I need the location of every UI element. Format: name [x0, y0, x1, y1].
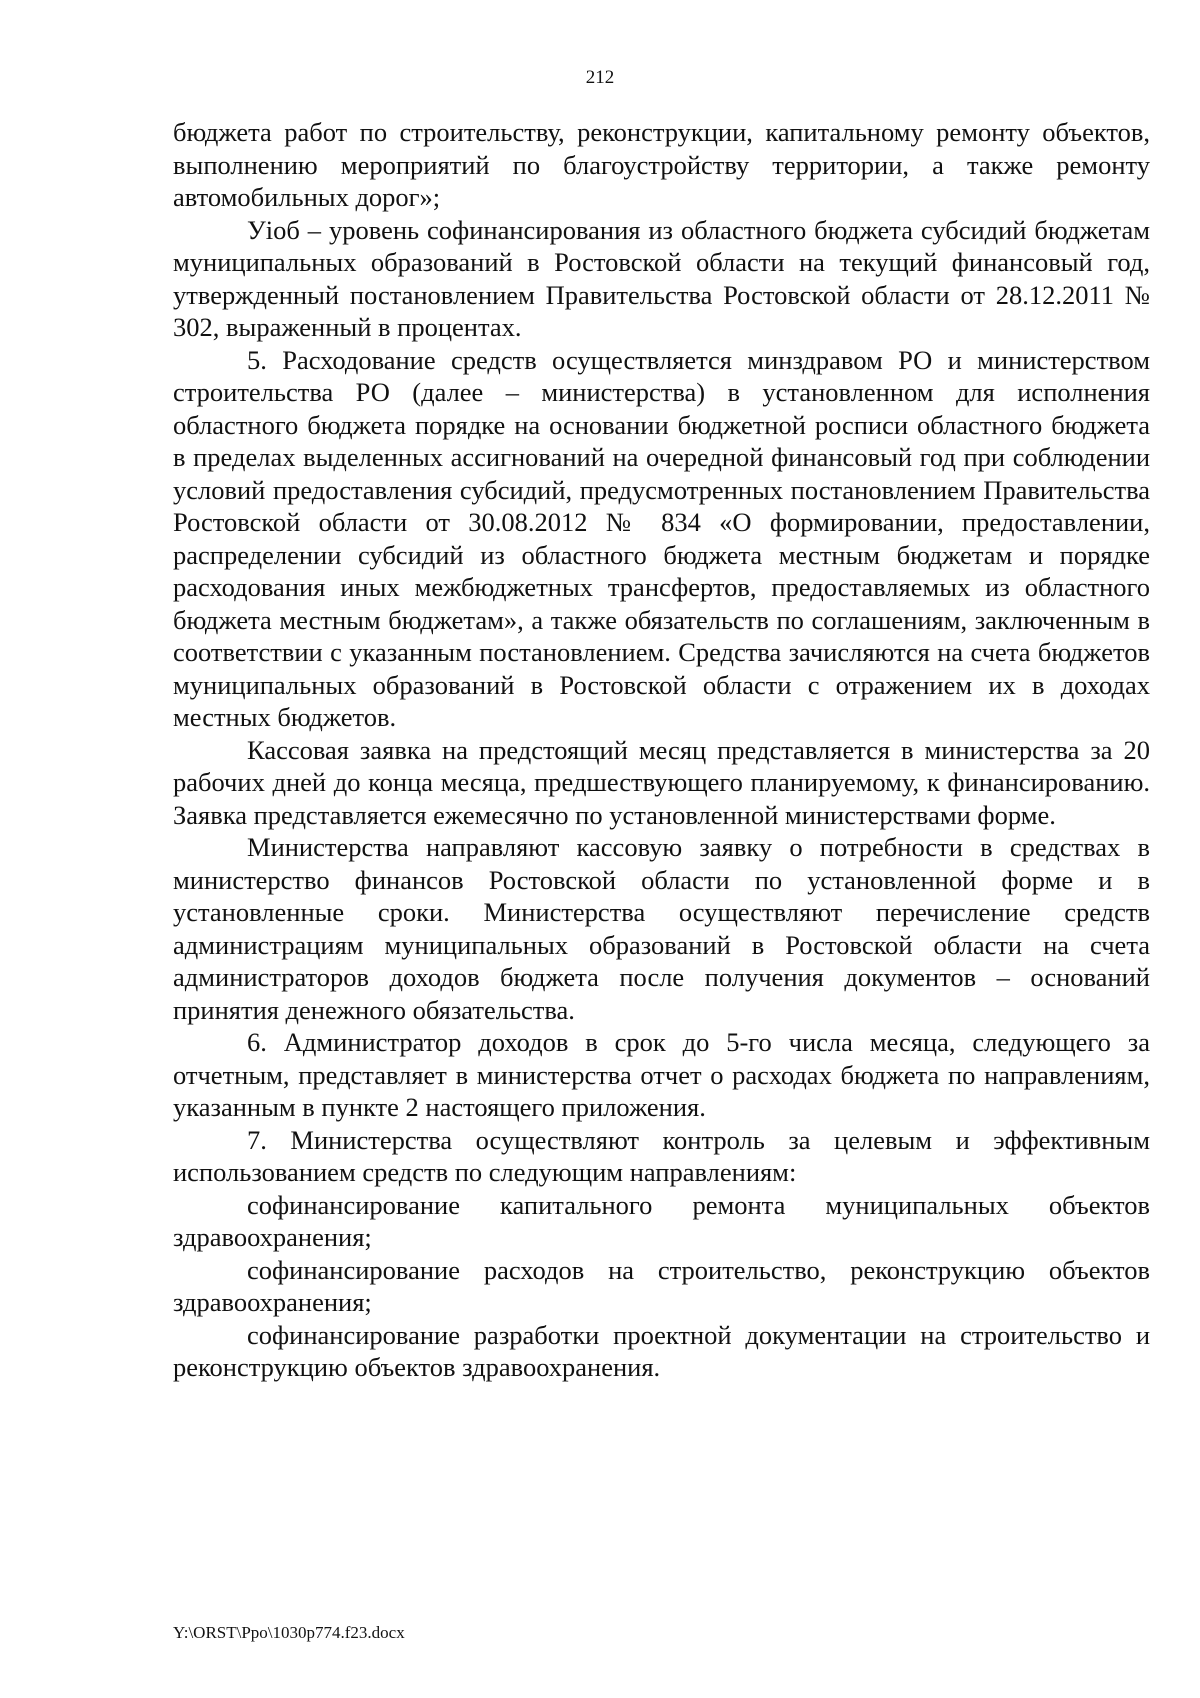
paragraph-10: софинансирование разработки проектной документации на строительство и реконструкцию объектов здравоохранения.: [173, 1319, 1150, 1382]
paragraph-5: Министерства направляют кассовую заявку о потребности в средствах в министерство финансов Ростовской области по установленной форме и в установленные сроки. Министерства осуществляют перечисление средств администрациям муниципальных образований в Ростовской области на счета администраторов доходов бюджета после получения документов – оснований принятия денежного обязательства.: [173, 832, 1150, 1025]
paragraph-9: софинансирование расходов на строительство, реконструкцию объектов здравоохранения;: [173, 1254, 1150, 1317]
paragraph-1: бюджета работ по строительству, реконструкции, капитальному ремонту объектов, выполнению мероприятий по благоустройству территории, а также ремонту автомобильных дорог»;: [173, 117, 1150, 212]
page-number: 212: [585, 67, 615, 88]
paragraph-3: 5. Расходование средств осуществляется минздравом РО и министерством строительства РО (далее – министерства) в установленном для исполнения областного бюджета порядке на основании бюджетной росписи областного бюджета в пределах выделенных ассигнований на очередной финансовый год при соблюдении условий предоставления субсидий, предусмотренных постановлением Правительства Ростовской области от 30.08.2012 № 834 «О формировании, предоставлении, распределении субсидий из областного бюджета местным бюджетам и порядке расходования иных межбюджетных трансфертов, предоставляемых из областного бюджета местным бюджетам», а также обязательств по соглашениям, заключенным в соответствии с указанным постановлением. Средства зачисляются на счета бюджетов муниципальных образований в Ростовской области с отражением их в доходах местных бюджетов.: [173, 344, 1150, 732]
paragraph-7: 7. Министерства осуществляют контроль за целевым и эффективным использованием средств по следующим направлениям:: [173, 1124, 1150, 1187]
paragraph-2: Уioб – уровень софинансирования из областного бюджета субсидий бюджетам муниципальных образований в Ростовской области на текущий финансовый год, утвержденный постановлением Правительства Ростовской области от 28.12.2011 № 302, выраженный в процентах.: [173, 214, 1150, 342]
document-body: [173, 116, 1150, 1384]
paragraph-4: Кассовая заявка на предстоящий месяц представляется в министерства за 20 рабочих дней до конца месяца, предшествующего планируемому, к финансированию. Заявка представляется ежемесячно по установленной министерствами форме.: [173, 734, 1150, 830]
paragraph-6: 6. Администратор доходов в срок до 5-го числа месяца, следующего за отчетным, представляет в министерства отчет о расходах бюджета по направлениям, указанным в пункте 2 настоящего приложения.: [173, 1027, 1150, 1122]
footer-file-path: Y:\ORST\Ppo\1030p774.f23.docx: [173, 1623, 405, 1642]
paragraph-8: софинансирование капитального ремонта муниципальных объектов здравоохранения;: [173, 1189, 1150, 1252]
